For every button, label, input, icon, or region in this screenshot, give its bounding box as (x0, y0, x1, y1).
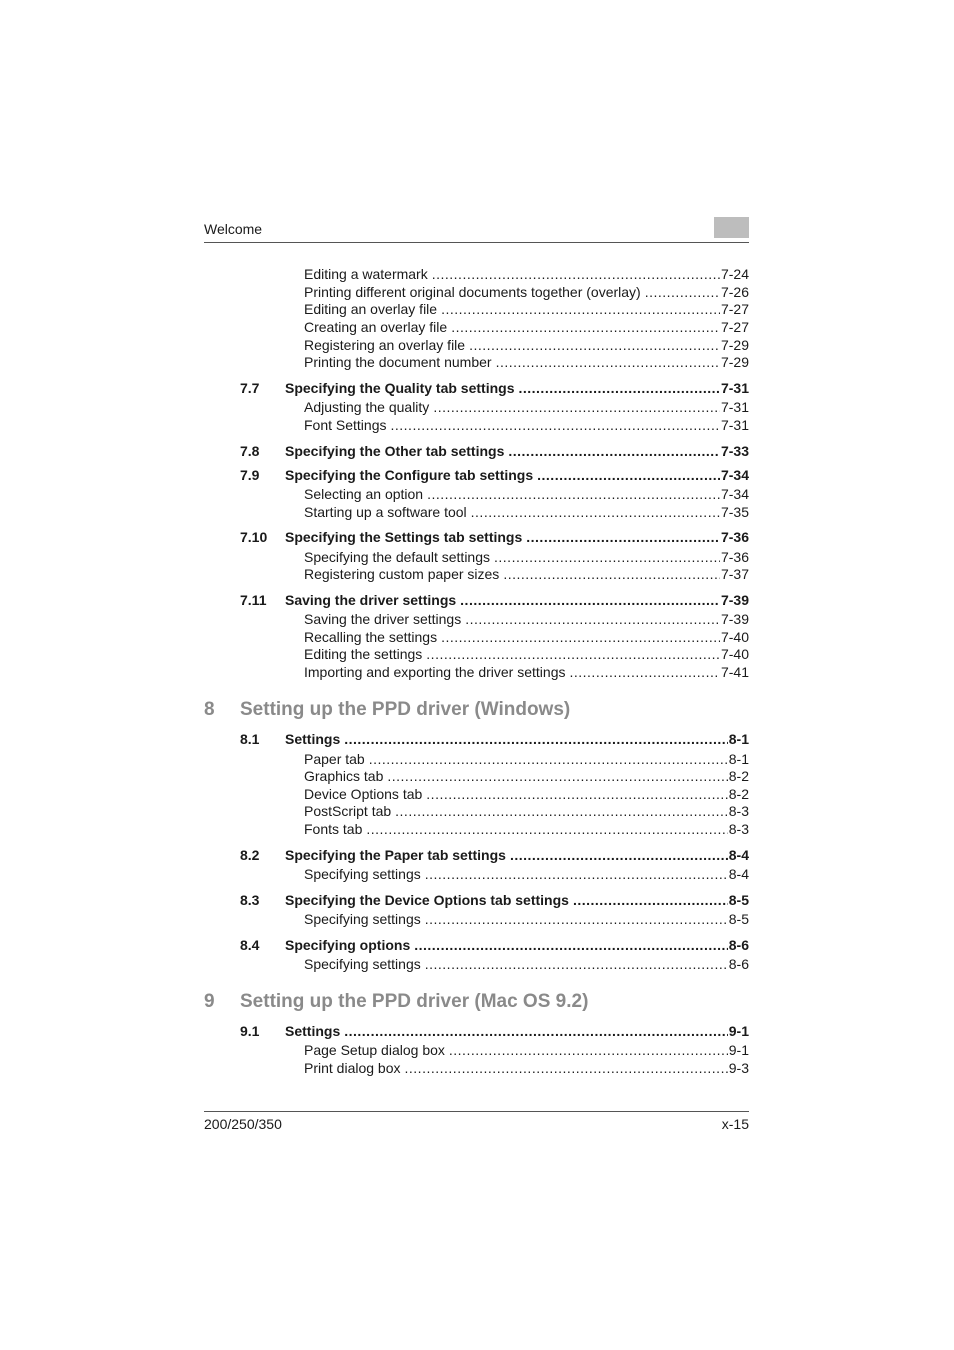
toc-section-8-2[interactable]: 8.2 Specifying the Paper tab settings ..... 8-4 (285, 847, 749, 864)
toc-entry[interactable]: Editing a watermark ..... 7-24 (304, 266, 749, 283)
toc-entry[interactable]: Specifying settings ..... 8-4 (304, 866, 749, 883)
toc-entry[interactable]: Printing the document number ..... 7-29 (304, 354, 749, 371)
toc-entry[interactable]: Adjusting the quality ..... 7-31 (304, 399, 749, 416)
page-footer (204, 1111, 749, 1132)
toc-entry[interactable]: Fonts tab ..... 8-3 (304, 821, 749, 838)
toc-section-8-3[interactable]: 8.3 Specifying the Device Options tab settings ..... 8-5 (285, 892, 749, 909)
toc-section-7-11[interactable]: 7.11 Saving the driver settings ..... 7-39 (285, 592, 749, 609)
header-tab-marker (714, 217, 749, 238)
toc-entry[interactable]: Device Options tab ..... 8-2 (304, 786, 749, 803)
toc-section-7-10[interactable]: 7.10 Specifying the Settings tab settings ..... 7-36 (285, 529, 749, 546)
toc-entry[interactable]: Recalling the settings ..... 7-40 (304, 629, 749, 646)
toc-entry[interactable]: Importing and exporting the driver settings ..... 7-41 (304, 664, 749, 681)
toc-section-7-7[interactable]: 7.7 Specifying the Quality tab settings ..... 7-31 (285, 380, 749, 397)
toc-section-7-8[interactable]: 7.8 Specifying the Other tab settings ..... 7-33 (285, 443, 749, 460)
toc-entry[interactable]: Graphics tab ..... 8-2 (304, 768, 749, 785)
toc-entry[interactable]: Selecting an option ..... 7-34 (304, 486, 749, 503)
toc-entry[interactable]: Creating an overlay file ..... 7-27 (304, 319, 749, 336)
toc-entry[interactable]: Editing an overlay file ..... 7-27 (304, 301, 749, 318)
toc-entry[interactable]: Specifying settings ..... 8-5 (304, 911, 749, 928)
chapter-9-heading[interactable]: 9 Setting up the PPD driver (Mac OS 9.2) (204, 991, 589, 1012)
chapter-8-heading[interactable]: 8 Setting up the PPD driver (Windows) (204, 699, 571, 720)
toc-section-8-4[interactable]: 8.4 Specifying options ..... 8-6 (285, 937, 749, 954)
toc-entry[interactable]: Specifying the default settings ..... 7-36 (304, 549, 749, 566)
toc-entry[interactable]: Printing different original documents together (overlay) ..... 7-26 (304, 284, 749, 301)
toc-entry[interactable]: Page Setup dialog box ..... 9-1 (304, 1042, 749, 1059)
toc-section-9-1[interactable]: 9.1 Settings ..... 9-1 (285, 1023, 749, 1040)
toc-entry[interactable]: Print dialog box ..... 9-3 (304, 1060, 749, 1077)
toc-section-7-9[interactable]: 7.9 Specifying the Configure tab settings ..... 7-34 (285, 467, 749, 484)
toc-entry[interactable]: Paper tab ..... 8-1 (304, 751, 749, 768)
toc-entry[interactable]: Editing the settings ..... 7-40 (304, 646, 749, 663)
footer-model: 200/250/350 (204, 1116, 282, 1132)
header-title: Welcome (204, 221, 263, 237)
page-header (204, 219, 749, 243)
toc-entry[interactable]: Font Settings ..... 7-31 (304, 417, 749, 434)
toc-entry[interactable]: Registering an overlay file ..... 7-29 (304, 337, 749, 354)
toc-entry[interactable]: PostScript tab ..... 8-3 (304, 803, 749, 820)
toc-entry[interactable]: Saving the driver settings ..... 7-39 (304, 611, 749, 628)
footer-page-number: x-15 (721, 1116, 749, 1132)
toc-entry[interactable]: Specifying settings ..... 8-6 (304, 956, 749, 973)
toc-section-8-1[interactable]: 8.1 Settings ..... 8-1 (285, 731, 749, 748)
toc-entry[interactable]: Registering custom paper sizes ..... 7-37 (304, 566, 749, 583)
toc-entry[interactable]: Starting up a software tool ..... 7-35 (304, 504, 749, 521)
